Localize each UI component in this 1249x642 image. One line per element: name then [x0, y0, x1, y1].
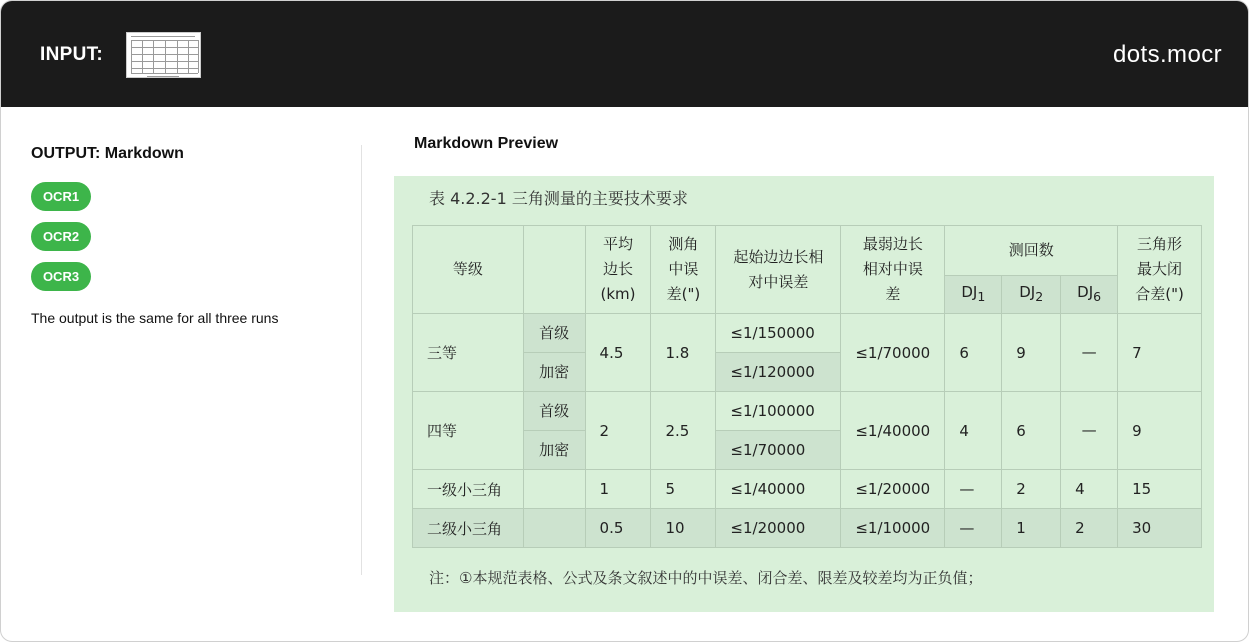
cell-dj6: — [1061, 392, 1118, 470]
cell-start-side: ≤1/20000 [716, 509, 841, 548]
cell-sub: 加密 [523, 431, 585, 470]
cell-grade: 二级小三角 [413, 509, 524, 548]
header-sub [523, 226, 585, 314]
ocr2-button[interactable]: OCR2 [31, 222, 91, 251]
table-row [413, 470, 1202, 509]
cell-dj6: 4 [1061, 470, 1118, 509]
cell-sub: 首级 [523, 314, 585, 353]
cell-grade: 一级小三角 [413, 470, 524, 509]
cell-dj1: — [945, 509, 1002, 548]
panel-divider [361, 145, 362, 575]
header-row [413, 226, 1202, 276]
cell-sub: 首级 [523, 392, 585, 431]
cell-avg-side: 4.5 [585, 314, 651, 392]
cell-grade: 四等 [413, 392, 524, 470]
cell-dj6: 2 [1061, 509, 1118, 548]
cell-dj1: 6 [945, 314, 1002, 392]
cell-angle-error: 10 [651, 509, 716, 548]
cell-dj2: 2 [1002, 470, 1061, 509]
output-panel [1, 107, 362, 642]
cell-dj1: — [945, 470, 1002, 509]
cell-start-side: ≤1/40000 [716, 470, 841, 509]
preview-title: Markdown Preview [414, 135, 559, 152]
cell-weakest-side: ≤1/20000 [841, 470, 945, 509]
input-thumbnail[interactable] [126, 32, 201, 78]
cell-angle-error: 1.8 [651, 314, 716, 392]
output-title: OUTPUT: Markdown [31, 145, 184, 162]
cell-dj2: 9 [1002, 314, 1061, 392]
table-caption: 表 4.2.2-1 三角测量的主要技术要求 [429, 189, 688, 208]
header-rounds: 测回数 [945, 226, 1118, 276]
cell-start-side: ≤1/70000 [716, 431, 841, 470]
cell-weakest-side: ≤1/40000 [841, 392, 945, 470]
cell-weakest-side: ≤1/10000 [841, 509, 945, 548]
cell-closure: 15 [1118, 470, 1202, 509]
cell-dj2: 1 [1002, 509, 1061, 548]
top-bar [1, 1, 1249, 107]
cell-angle-error: 2.5 [651, 392, 716, 470]
cell-closure: 30 [1118, 509, 1202, 548]
runs-note: The output is the same for all three runs [31, 310, 279, 326]
cell-start-side: ≤1/150000 [716, 314, 841, 353]
header-angle-error: 测角 中误 差(") [651, 226, 716, 314]
header-dj1: $DJ_1$ [945, 276, 1002, 314]
cell-closure: 9 [1118, 392, 1202, 470]
cell-sub [523, 509, 585, 548]
cell-avg-side: 0.5 [585, 509, 651, 548]
header-start-side: 起始边边长相 对中误差 [716, 226, 841, 314]
table-row [413, 392, 1202, 431]
header-dj6: $DJ_6$ [1061, 276, 1118, 314]
header-grade: 等级 [413, 226, 524, 314]
survey-requirements-table [412, 225, 1202, 548]
cell-start-side: ≤1/120000 [716, 353, 841, 392]
cell-angle-error: 5 [651, 470, 716, 509]
cell-avg-side: 2 [585, 392, 651, 470]
header-weakest-side: 最弱边长 相对中误 差 [841, 226, 945, 314]
cell-dj1: 4 [945, 392, 1002, 470]
cell-avg-side: 1 [585, 470, 651, 509]
brand-name: dots.mocr [1113, 41, 1222, 68]
table-row [413, 314, 1202, 353]
table-row [413, 509, 1202, 548]
input-label: INPUT: [40, 44, 104, 65]
cell-closure: 7 [1118, 314, 1202, 392]
cell-sub [523, 470, 585, 509]
cell-weakest-side: ≤1/70000 [841, 314, 945, 392]
ocr3-button[interactable]: OCR3 [31, 262, 91, 291]
cell-dj2: 6 [1002, 392, 1061, 470]
table-footnote: 注：①本规范表格、公式及条文叙述中的中误差、闭合差、限差及较差均为正负值； [429, 569, 983, 587]
markdown-preview [394, 176, 1214, 612]
cell-start-side: ≤1/100000 [716, 392, 841, 431]
ocr1-button[interactable]: OCR1 [31, 182, 91, 211]
header-closure: 三角形 最大闭 合差(") [1118, 226, 1202, 314]
cell-grade: 三等 [413, 314, 524, 392]
header-avg-side: 平均 边长 (km) [585, 226, 651, 314]
cell-dj6: — [1061, 314, 1118, 392]
cell-sub: 加密 [523, 353, 585, 392]
header-dj2: $DJ_2$ [1002, 276, 1061, 314]
